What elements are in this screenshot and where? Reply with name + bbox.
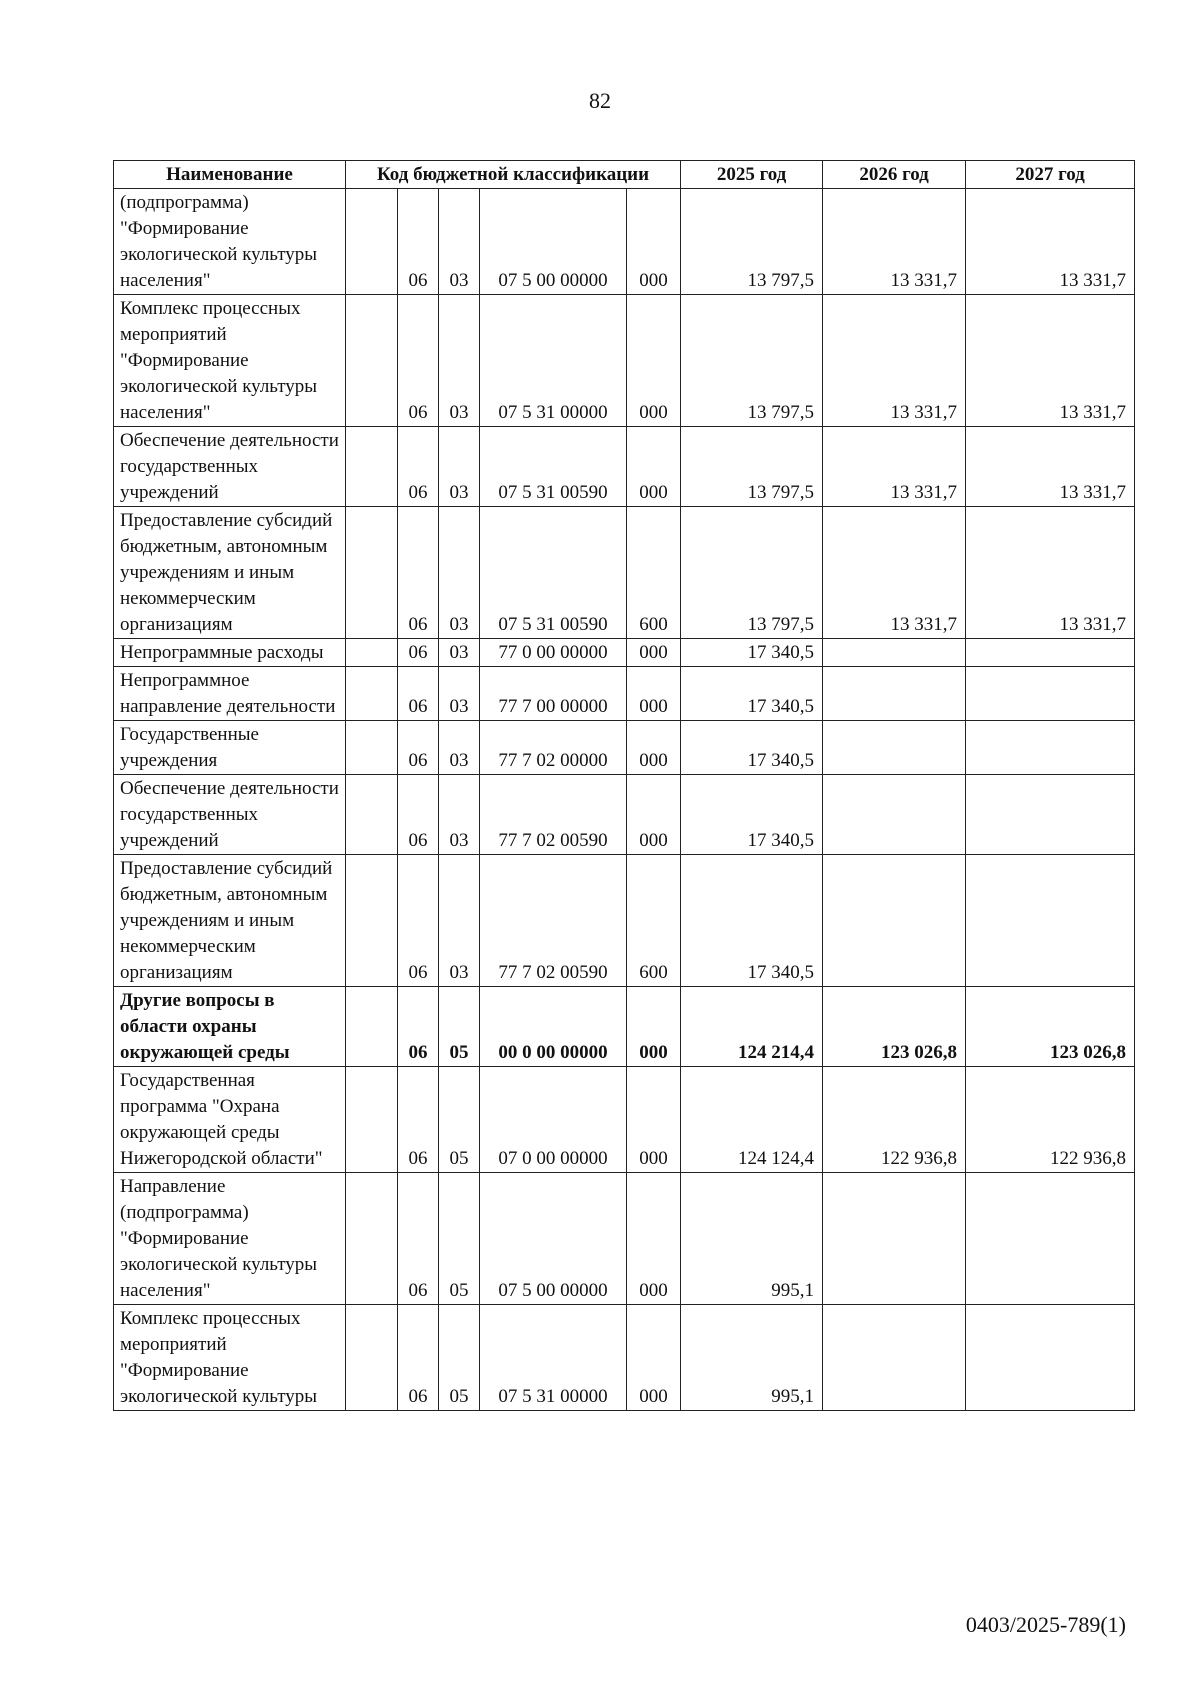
value-2026: 13 331,7 bbox=[823, 427, 966, 507]
code-cell-3: 03 bbox=[439, 775, 480, 855]
code-cell-4: 77 7 02 00000 bbox=[480, 721, 627, 775]
header-name: Наименование bbox=[114, 161, 346, 189]
code-cell-4: 77 7 02 00590 bbox=[480, 855, 627, 987]
code-cell-5: 000 bbox=[627, 987, 681, 1067]
code-cell-3: 05 bbox=[439, 1067, 480, 1173]
code-cell-4: 77 7 02 00590 bbox=[480, 775, 627, 855]
row-name: Государственная программа "Охрана окружающей среды Нижегородской области" bbox=[114, 1067, 346, 1173]
row-name: Комплекс процессных мероприятий "Формирование экологической культуры населения" bbox=[114, 295, 346, 427]
code-cell-1 bbox=[346, 855, 398, 987]
code-cell-1 bbox=[346, 721, 398, 775]
table-row bbox=[114, 507, 1135, 639]
code-cell-5: 000 bbox=[627, 1173, 681, 1305]
value-2026 bbox=[823, 1305, 966, 1411]
row-name: Предоставление субсидий бюджетным, автономным учреждениям и иным некоммерческим организациям bbox=[114, 507, 346, 639]
code-cell-4: 07 5 31 00000 bbox=[480, 295, 627, 427]
code-cell-2: 06 bbox=[398, 1067, 439, 1173]
value-2025: 995,1 bbox=[681, 1173, 823, 1305]
value-2026 bbox=[823, 639, 966, 667]
value-2025: 13 797,5 bbox=[681, 507, 823, 639]
code-cell-5: 000 bbox=[627, 775, 681, 855]
row-name: Предоставление субсидий бюджетным, автономным учреждениям и иным некоммерческим организациям bbox=[114, 855, 346, 987]
value-2027: 13 331,7 bbox=[966, 427, 1135, 507]
table-row bbox=[114, 1305, 1135, 1411]
code-cell-3: 03 bbox=[439, 639, 480, 667]
code-cell-2: 06 bbox=[398, 1173, 439, 1305]
code-cell-1 bbox=[346, 987, 398, 1067]
table-row bbox=[114, 295, 1135, 427]
value-2025: 17 340,5 bbox=[681, 721, 823, 775]
value-2026 bbox=[823, 775, 966, 855]
code-cell-2: 06 bbox=[398, 189, 439, 295]
value-2025: 17 340,5 bbox=[681, 855, 823, 987]
value-2027 bbox=[966, 1173, 1135, 1305]
row-name: Комплекс процессных мероприятий "Формирование экологической культуры bbox=[114, 1305, 346, 1411]
value-2027 bbox=[966, 1305, 1135, 1411]
code-cell-2: 06 bbox=[398, 639, 439, 667]
table-row bbox=[114, 189, 1135, 295]
code-cell-2: 06 bbox=[398, 721, 439, 775]
value-2027: 122 936,8 bbox=[966, 1067, 1135, 1173]
value-2027 bbox=[966, 667, 1135, 721]
code-cell-5: 600 bbox=[627, 507, 681, 639]
code-cell-1 bbox=[346, 427, 398, 507]
value-2026: 13 331,7 bbox=[823, 189, 966, 295]
table-row-total bbox=[114, 987, 1135, 1067]
value-2027 bbox=[966, 775, 1135, 855]
table-row bbox=[114, 639, 1135, 667]
code-cell-3: 05 bbox=[439, 987, 480, 1067]
row-name: Непрограммное направление деятельности bbox=[114, 667, 346, 721]
code-cell-1 bbox=[346, 1305, 398, 1411]
value-2025: 17 340,5 bbox=[681, 775, 823, 855]
row-name: Государственные учреждения bbox=[114, 721, 346, 775]
code-cell-4: 00 0 00 00000 bbox=[480, 987, 627, 1067]
value-2026: 122 936,8 bbox=[823, 1067, 966, 1173]
value-2025: 124 214,4 bbox=[681, 987, 823, 1067]
code-cell-3: 03 bbox=[439, 721, 480, 775]
code-cell-2: 06 bbox=[398, 987, 439, 1067]
value-2025: 13 797,5 bbox=[681, 189, 823, 295]
value-2026 bbox=[823, 667, 966, 721]
value-2027: 123 026,8 bbox=[966, 987, 1135, 1067]
code-cell-3: 03 bbox=[439, 295, 480, 427]
value-2026: 13 331,7 bbox=[823, 295, 966, 427]
code-cell-1 bbox=[346, 507, 398, 639]
row-name: Обеспечение деятельности государственных учреждений bbox=[114, 775, 346, 855]
table-row bbox=[114, 1067, 1135, 1173]
table-row bbox=[114, 855, 1135, 987]
code-cell-4: 07 5 00 00000 bbox=[480, 1173, 627, 1305]
value-2027: 13 331,7 bbox=[966, 189, 1135, 295]
code-cell-3: 03 bbox=[439, 855, 480, 987]
code-cell-5: 000 bbox=[627, 427, 681, 507]
code-cell-4: 07 5 00 00000 bbox=[480, 189, 627, 295]
code-cell-5: 000 bbox=[627, 721, 681, 775]
code-cell-3: 03 bbox=[439, 667, 480, 721]
value-2027 bbox=[966, 639, 1135, 667]
value-2025: 13 797,5 bbox=[681, 295, 823, 427]
value-2026 bbox=[823, 855, 966, 987]
code-cell-2: 06 bbox=[398, 667, 439, 721]
row-name: Другие вопросы в области охраны окружающей среды bbox=[114, 987, 346, 1067]
value-2027: 13 331,7 bbox=[966, 507, 1135, 639]
code-cell-4: 77 7 00 00000 bbox=[480, 667, 627, 721]
value-2025: 124 124,4 bbox=[681, 1067, 823, 1173]
code-cell-2: 06 bbox=[398, 855, 439, 987]
document-id: 0403/2025-789(1) bbox=[965, 1612, 1126, 1637]
code-cell-1 bbox=[346, 1173, 398, 1305]
code-cell-4: 07 0 00 00000 bbox=[480, 1067, 627, 1173]
code-cell-1 bbox=[346, 1067, 398, 1173]
row-name: (подпрограмма) "Формирование экологической культуры населения" bbox=[114, 189, 346, 295]
code-cell-5: 600 bbox=[627, 855, 681, 987]
header-2027: 2027 год bbox=[966, 161, 1135, 189]
code-cell-2: 06 bbox=[398, 775, 439, 855]
code-cell-1 bbox=[346, 189, 398, 295]
code-cell-1 bbox=[346, 667, 398, 721]
value-2026: 13 331,7 bbox=[823, 507, 966, 639]
value-2026 bbox=[823, 1173, 966, 1305]
code-cell-2: 06 bbox=[398, 427, 439, 507]
code-cell-3: 03 bbox=[439, 507, 480, 639]
code-cell-5: 000 bbox=[627, 189, 681, 295]
value-2026 bbox=[823, 721, 966, 775]
code-cell-3: 03 bbox=[439, 189, 480, 295]
code-cell-1 bbox=[346, 295, 398, 427]
table-row bbox=[114, 1173, 1135, 1305]
code-cell-3: 03 bbox=[439, 427, 480, 507]
code-cell-4: 07 5 31 00590 bbox=[480, 427, 627, 507]
value-2025: 17 340,5 bbox=[681, 639, 823, 667]
row-name: Направление (подпрограмма) "Формирование экологической культуры населения" bbox=[114, 1173, 346, 1305]
code-cell-4: 07 5 31 00590 bbox=[480, 507, 627, 639]
code-cell-2: 06 bbox=[398, 1305, 439, 1411]
table-row bbox=[114, 427, 1135, 507]
code-cell-1 bbox=[346, 775, 398, 855]
table-row bbox=[114, 667, 1135, 721]
code-cell-3: 05 bbox=[439, 1305, 480, 1411]
page-number: 82 bbox=[589, 88, 611, 113]
table-row bbox=[114, 721, 1135, 775]
header-2025: 2025 год bbox=[681, 161, 823, 189]
value-2025: 13 797,5 bbox=[681, 427, 823, 507]
code-cell-4: 07 5 31 00000 bbox=[480, 1305, 627, 1411]
header-2026: 2026 год bbox=[823, 161, 966, 189]
value-2027: 13 331,7 bbox=[966, 295, 1135, 427]
code-cell-2: 06 bbox=[398, 295, 439, 427]
code-cell-1 bbox=[346, 639, 398, 667]
code-cell-4: 77 0 00 00000 bbox=[480, 639, 627, 667]
row-name: Обеспечение деятельности государственных учреждений bbox=[114, 427, 346, 507]
budget-table bbox=[113, 160, 1135, 1411]
value-2027 bbox=[966, 721, 1135, 775]
header-budget-code: Код бюджетной классификации bbox=[346, 161, 681, 189]
row-name: Непрограммные расходы bbox=[114, 639, 346, 667]
code-cell-5: 000 bbox=[627, 1067, 681, 1173]
code-cell-5: 000 bbox=[627, 667, 681, 721]
table-header-row bbox=[114, 161, 1135, 189]
value-2025: 995,1 bbox=[681, 1305, 823, 1411]
table-row bbox=[114, 775, 1135, 855]
code-cell-5: 000 bbox=[627, 1305, 681, 1411]
code-cell-2: 06 bbox=[398, 507, 439, 639]
code-cell-3: 05 bbox=[439, 1173, 480, 1305]
code-cell-5: 000 bbox=[627, 295, 681, 427]
value-2025: 17 340,5 bbox=[681, 667, 823, 721]
code-cell-5: 000 bbox=[627, 639, 681, 667]
value-2027 bbox=[966, 855, 1135, 987]
value-2026: 123 026,8 bbox=[823, 987, 966, 1067]
